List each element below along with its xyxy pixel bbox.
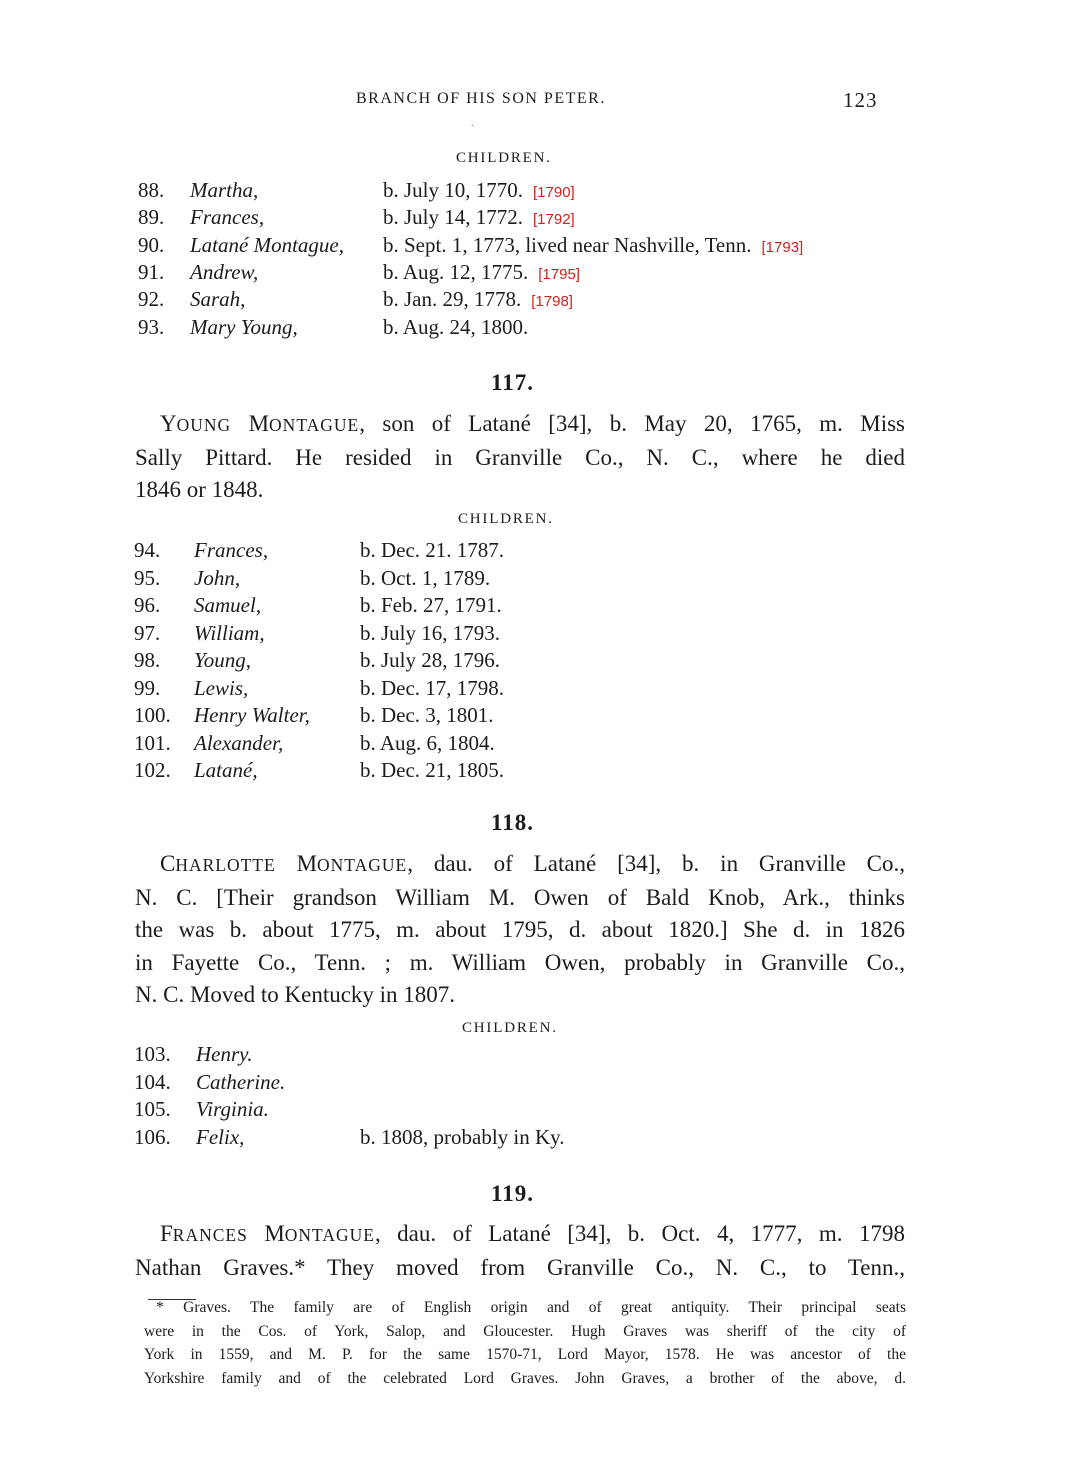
child-birth-detail: b. Dec. 3, 1801. (360, 703, 494, 727)
child-name: Mary Young, (190, 314, 298, 339)
header-dot: . (471, 118, 474, 129)
child-number: 92. (138, 287, 165, 312)
child-birth-detail: b. Dec. 21, 1805. (360, 758, 505, 782)
child-birth-detail: b. July 14, 1772. [1792] (383, 205, 575, 230)
paragraph-line: N. C. Moved to Kentucky in 1807. (135, 982, 456, 1007)
child-name: Frances, (190, 205, 265, 230)
footnote-line: Yorkshire family and of the celebrated Lord Graves. John Graves, a brother of the above, d. (144, 1369, 906, 1387)
child-birth-detail: b. Sept. 1, 1773, lived near Nashville, Tenn. [1793] (383, 232, 804, 257)
child-birth-detail: b. Aug. 12, 1775. [1795] (383, 259, 580, 284)
child-name: John, (194, 565, 241, 590)
child-name: Latané Montague, (190, 232, 344, 257)
annotation-year: [1795] (538, 265, 580, 283)
child-birth-detail: b. Dec. 21. 1787. (360, 538, 505, 562)
child-number: 94. (134, 538, 161, 562)
child-birth-detail: b. Oct. 1, 1789. (360, 565, 491, 590)
child-number: 96. (134, 593, 161, 617)
child-birth-detail: b. Feb. 27, 1791. (360, 593, 502, 617)
footnote (144, 1296, 906, 1390)
child-birth-detail: b. Dec. 17, 1798. (360, 675, 505, 700)
child-number: 95. (134, 565, 161, 590)
children-label: CHILDREN. (456, 150, 552, 166)
child-number: 99. (134, 675, 161, 700)
child-number: 102. (134, 758, 171, 782)
child-name: Lewis, (194, 675, 249, 700)
paragraph-line: N. C. [Their grandson William M. Owen of Bald Knob, Ark., thinks (135, 884, 905, 910)
annotation-year: [1790] (533, 184, 575, 201)
child-name: Alexander, (194, 730, 284, 755)
children-label: CHILDREN. (458, 511, 554, 527)
child-name: William, (194, 620, 265, 645)
paragraph-119 (135, 1218, 905, 1284)
child-name: Andrew, (190, 259, 259, 284)
child-name: Catherine. (196, 1069, 286, 1094)
paragraph-line: FRANCES MONTAGUE, dau. of Latané [34], b. Oct. 4, 1777, m. 1798 (160, 1221, 906, 1246)
child-birth-detail: b. Jan. 29, 1778. [1798] (383, 287, 573, 312)
child-number: 91. (138, 259, 165, 284)
child-number: 88. (138, 178, 165, 202)
section-number-117: 117. (491, 370, 534, 395)
child-name: Young, (194, 648, 252, 672)
paragraph-line: the was b. about 1775, m. about 1795, d. about 1820.] She d. in 1826 (135, 917, 905, 942)
child-name: Samuel, (194, 593, 262, 617)
child-number: 98. (134, 648, 161, 672)
child-birth-detail: b. July 16, 1793. (360, 620, 501, 645)
child-name: Sarah, (190, 287, 246, 312)
child-number: 101. (134, 730, 171, 755)
child-birth-detail: b. July 28, 1796. (360, 648, 501, 672)
running-header: BRANCH OF HIS SON PETER. (356, 90, 606, 107)
child-name: Felix, (196, 1124, 245, 1149)
child-number: 103. (134, 1042, 171, 1066)
child-number: 90. (138, 232, 165, 257)
child-birth-detail: b. Aug. 24, 1800. (383, 314, 529, 339)
child-number: 104. (134, 1069, 171, 1094)
child-name: Martha, (190, 178, 259, 202)
section-number-118: 118. (491, 810, 534, 835)
child-name: Frances, (194, 538, 269, 562)
paragraph-line: in Fayette Co., Tenn. ; m. William Owen, probably in Granville Co., (135, 949, 905, 975)
child-number: 100. (134, 703, 171, 727)
child-name: Henry. (196, 1042, 253, 1066)
child-birth-detail: b. July 10, 1770. [1790] (383, 178, 575, 202)
child-name: Latané, (194, 758, 258, 782)
paragraph-line: Nathan Graves.* They moved from Granville Co., N. C., to Tenn., (135, 1254, 905, 1280)
child-birth-detail: b. Aug. 6, 1804. (360, 730, 495, 755)
annotation-year: [1793] (761, 238, 804, 256)
paragraph-line: CHARLOTTE MONTAGUE, dau. of Latané [34], b. in Granville Co., (160, 851, 905, 876)
footnote-line: York in 1559, and M. P. for the same 1570-71, Lord Mayor, 1578. He was ancestor of the (144, 1346, 906, 1363)
child-name: Virginia. (196, 1097, 269, 1121)
paragraph-117 (135, 408, 905, 507)
child-number: 97. (134, 620, 161, 645)
paragraph-118 (135, 848, 905, 1012)
child-number: 89. (138, 205, 165, 230)
child-number: 106. (134, 1124, 171, 1149)
section-number-119: 119. (491, 1181, 534, 1206)
annotation-year: [1798] (531, 293, 573, 311)
annotation-year: [1792] (533, 211, 575, 229)
paragraph-line: 1846 or 1848. (135, 477, 264, 502)
footnote-line: were in the Cos. of York, Salop, and Gloucester. Hugh Graves was sheriff of the city of (144, 1322, 906, 1340)
child-birth-detail: b. 1808, probably in Ky. (360, 1124, 565, 1149)
child-number: 105. (134, 1097, 171, 1121)
paragraph-line: YOUNG MONTAGUE, son of Latané [34], b. May 20, 1765, m. Miss (160, 411, 905, 436)
page-number: 123 (843, 88, 878, 112)
footnote-line: * Graves. The family are of English origin and of great antiquity. Their principal seats (156, 1299, 906, 1316)
child-name: Henry Walter, (194, 703, 310, 727)
child-number: 93. (138, 314, 165, 339)
children-label: CHILDREN. (462, 1020, 558, 1036)
paragraph-line: Sally Pittard. He resided in Granville Co., N. C., where he died (135, 444, 905, 470)
